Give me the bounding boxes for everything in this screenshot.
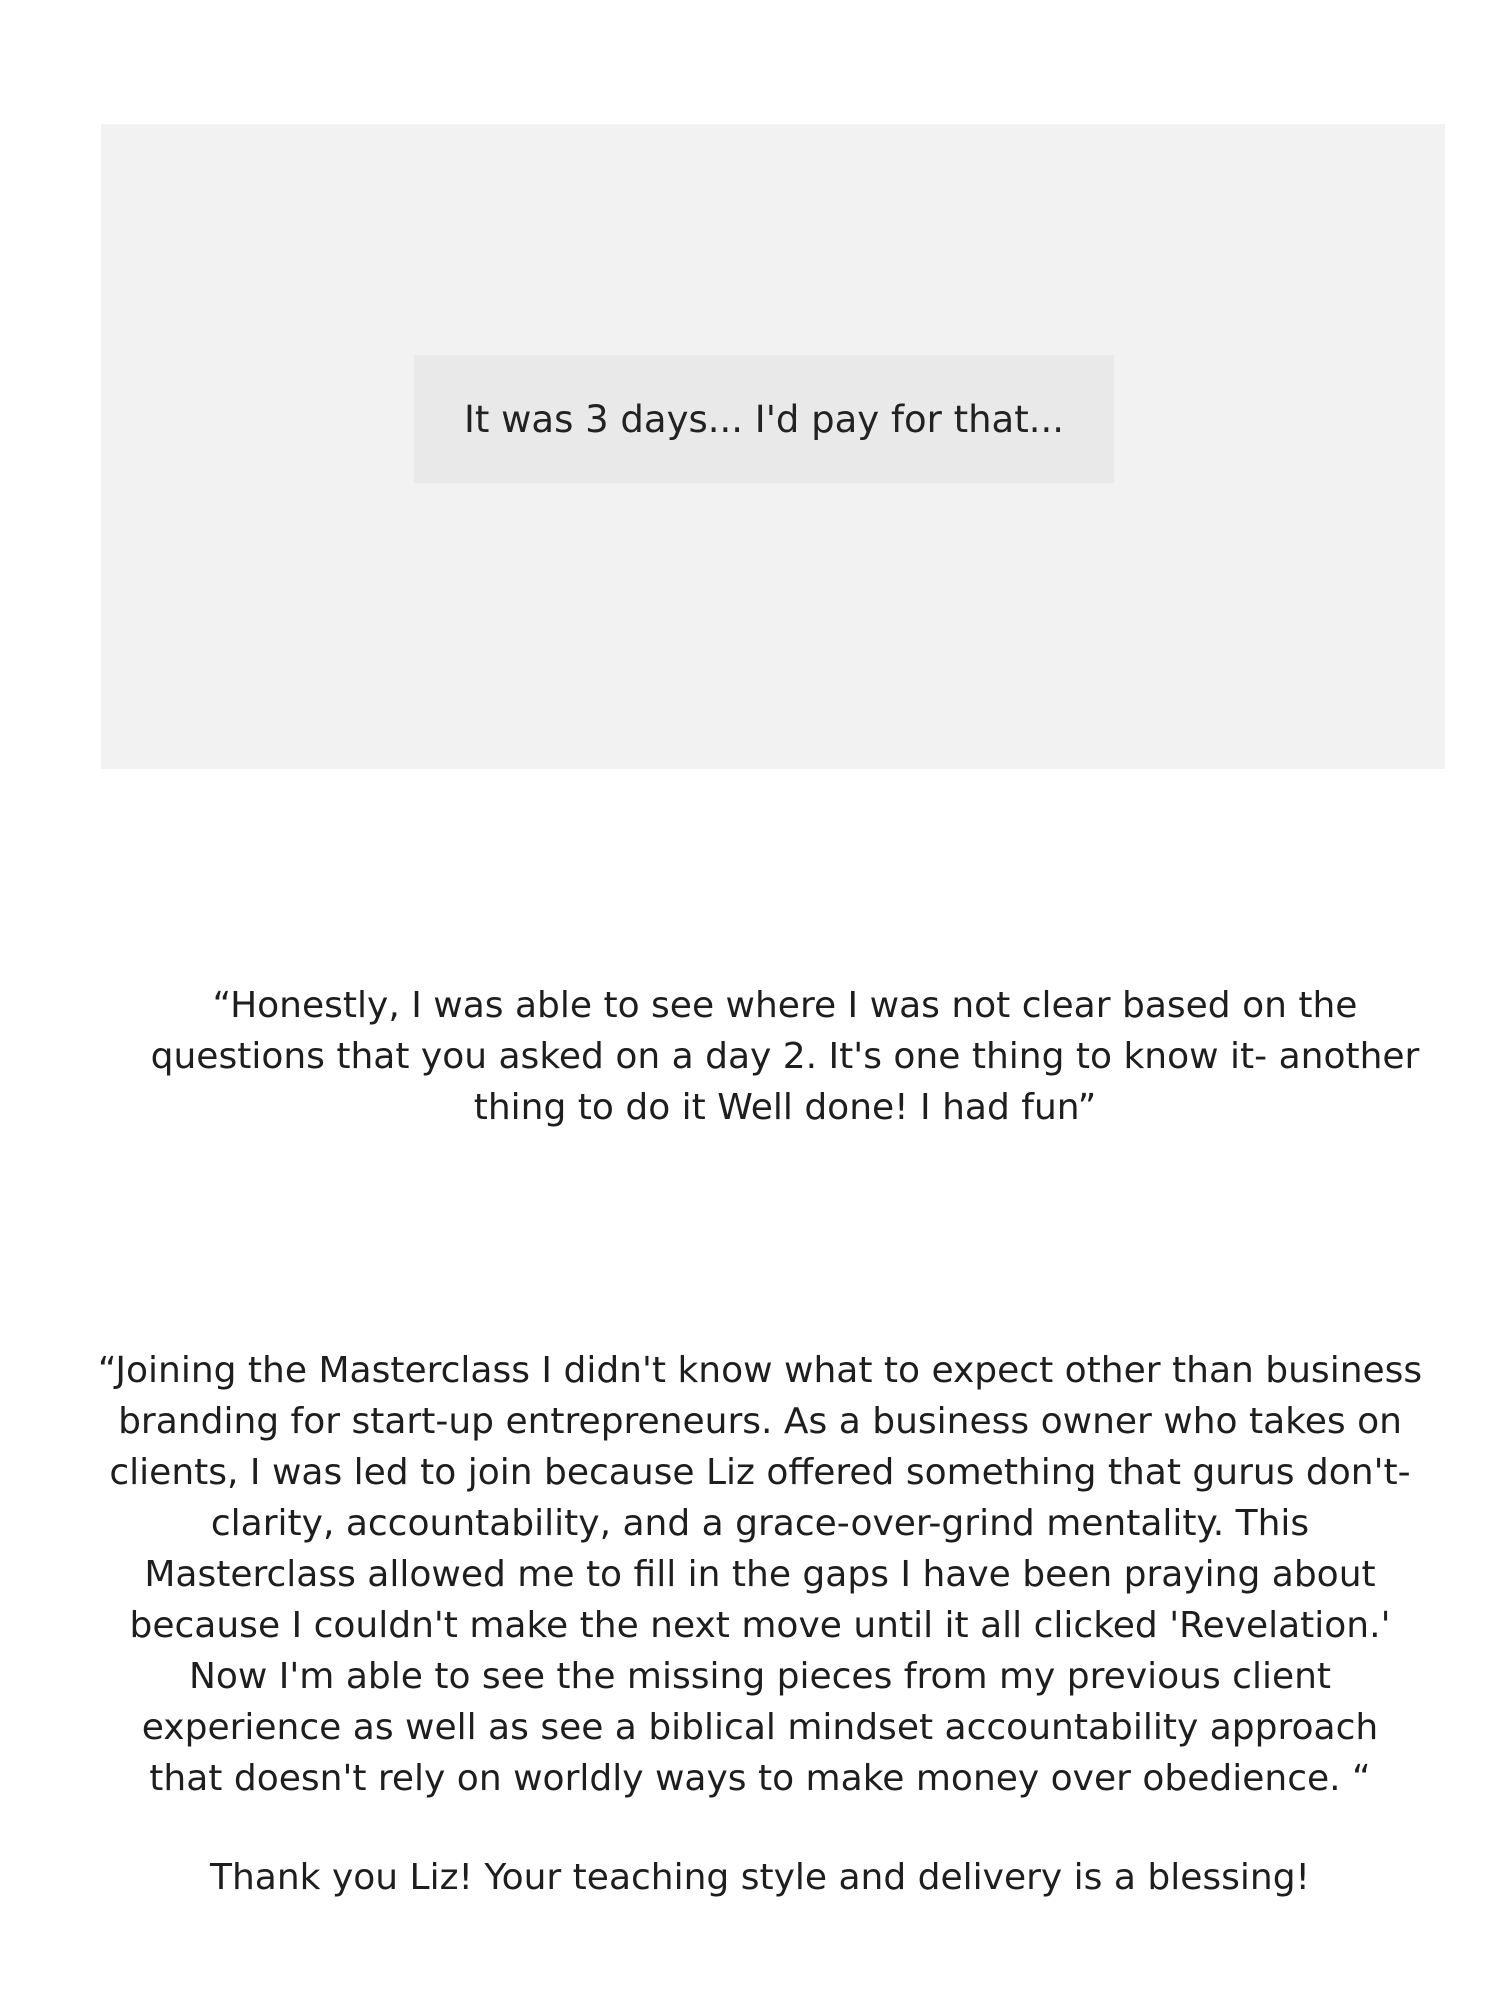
testimonial-line: clarity, accountability, and a grace-over-grind mentality. This (210, 1503, 1310, 1544)
testimonial-1 (150, 980, 1420, 1133)
testimonial-line: experience as well as see a biblical mindset accountability approach (141, 1707, 1379, 1748)
testimonial-line: Masterclass allowed me to fill in the gaps I have been praying about (144, 1554, 1376, 1595)
testimonial-line: “Joining the Masterclass I didn't know what to expect other than business (97, 1350, 1423, 1391)
testimonial-line: “Honestly, I was able to see where I was not clear based on the (212, 985, 1358, 1026)
testimonial-line: that doesn't rely on worldly ways to make money over obedience. “ (149, 1758, 1371, 1799)
testimonial-line: Now I'm able to see the missing pieces from my previous client (188, 1656, 1332, 1697)
testimonial-2 (95, 1345, 1425, 1804)
quote-box-text: It was 3 days... I'd pay for that... (463, 397, 1065, 441)
testimonial-line: thing to do it Well done! I had fun” (473, 1087, 1097, 1128)
testimonial-line: because I couldn't make the next move until it all clicked 'Revelation.' (129, 1605, 1391, 1646)
thanks-message: Thank you Liz! Your teaching style and delivery is a blessing! (209, 1857, 1310, 1898)
testimonial-line: clients, I was led to join because Liz offered something that gurus don't- (109, 1452, 1411, 1493)
testimonial-line: branding for start-up entrepreneurs. As a business owner who takes on (118, 1401, 1402, 1442)
quote-box (414, 355, 1114, 483)
testimonial-line: questions that you asked on a day 2. It's one thing to know it- another (150, 1036, 1420, 1077)
